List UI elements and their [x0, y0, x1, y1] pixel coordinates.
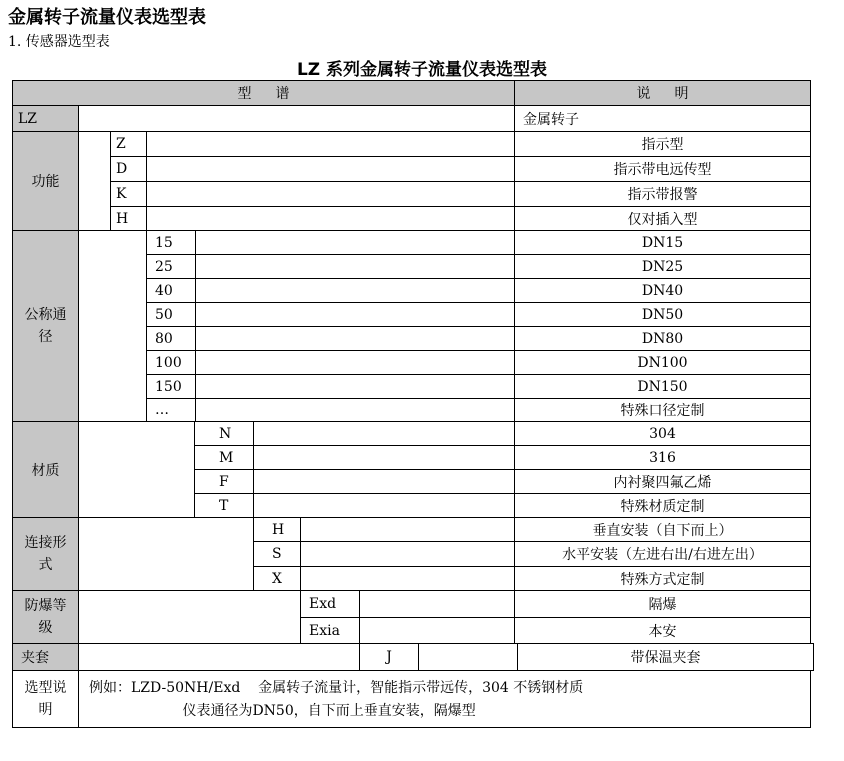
diameter-empty-cell [195, 302, 515, 327]
diameter-desc-cell: DN50 [514, 302, 811, 327]
material-empty-cell [253, 469, 515, 494]
header-spec-cell: 型谱 [12, 80, 515, 106]
material-desc-cell: 特殊材质定制 [514, 493, 811, 518]
diameter-code-cell: … [146, 398, 196, 422]
diameter-desc-cell: 特殊口径定制 [514, 398, 811, 422]
note-line-2: 仪表通径为DN50，自下而上垂直安装，隔爆型 [89, 703, 476, 719]
diameter-desc-cell: DN100 [514, 350, 811, 375]
model-code-cell: LZ [12, 105, 79, 132]
diameter-empty-cell [195, 374, 515, 399]
diameter-code-cell: 150 [146, 374, 196, 399]
material-desc-cell: 316 [514, 445, 811, 470]
material-empty-cell [253, 421, 515, 446]
diameter-code-cell: 40 [146, 278, 196, 303]
material-spacer-cell [78, 421, 195, 518]
diameter-code-cell: 100 [146, 350, 196, 375]
connection-code-cell: H [253, 517, 301, 542]
function-empty-cell [146, 131, 515, 157]
table-title: LZ 系列金属转子流量仪表选型表 [296, 60, 548, 80]
connection-code-cell: X [253, 566, 301, 591]
diameter-code-cell: 25 [146, 254, 196, 279]
material-code-cell: F [194, 469, 254, 494]
explosion-desc-cell: 隔爆 [514, 590, 811, 618]
function-code-cell: Z [110, 131, 147, 157]
model-empty-cell [78, 105, 515, 132]
connection-empty-cell [300, 566, 515, 591]
connection-empty-cell [300, 541, 515, 567]
diameter-desc-cell: DN80 [514, 326, 811, 351]
function-code-cell: D [110, 156, 147, 182]
function-code-cell: H [110, 206, 147, 231]
jacket-spacer-cell [78, 643, 360, 671]
diameter-code-cell: 80 [146, 326, 196, 351]
explosion-empty-cell [359, 590, 515, 618]
explosion-empty-cell [359, 617, 515, 644]
connection-spacer-cell [78, 517, 254, 591]
function-desc-cell: 指示型 [514, 131, 811, 157]
diameter-code-cell: 50 [146, 302, 196, 327]
connection-label-cell: 连接形式 [12, 517, 79, 591]
note-content-cell [78, 670, 811, 728]
diameter-desc-cell: DN150 [514, 374, 811, 399]
explosion-code-cell: Exia [300, 617, 360, 644]
material-empty-cell [253, 445, 515, 470]
diameter-desc-cell: DN25 [514, 254, 811, 279]
note-label-cell: 选型说明 [12, 670, 79, 728]
header-desc-cell: 说明 [514, 80, 811, 106]
function-empty-cell [146, 156, 515, 182]
jacket-empty-cell [418, 643, 518, 671]
model-desc-cell: 金属转子 [514, 105, 811, 132]
jacket-label-cell: 夹套 [12, 643, 79, 671]
connection-desc-cell: 垂直安装（自下而上） [514, 517, 811, 542]
jacket-desc-cell: 带保温夹套 [517, 643, 814, 671]
connection-code-cell: S [253, 541, 301, 567]
function-empty-cell [146, 181, 515, 207]
diameter-empty-cell [195, 230, 515, 255]
diameter-spacer-cell [78, 230, 147, 422]
diameter-desc-cell: DN40 [514, 278, 811, 303]
diameter-label-cell: 公称通径 [12, 230, 79, 422]
diameter-empty-cell [195, 350, 515, 375]
function-desc-cell: 指示带电远传型 [514, 156, 811, 182]
material-empty-cell [253, 493, 515, 518]
function-desc-cell: 仅对插入型 [514, 206, 811, 231]
material-code-cell: T [194, 493, 254, 518]
section-subheading: 1. 传感器选型表 [8, 34, 110, 50]
diameter-empty-cell [195, 398, 515, 422]
explosion-label-cell: 防爆等级 [12, 590, 79, 644]
material-code-cell: N [194, 421, 254, 446]
diameter-desc-cell: DN15 [514, 230, 811, 255]
connection-desc-cell: 特殊方式定制 [514, 566, 811, 591]
diameter-empty-cell [195, 278, 515, 303]
material-label-cell: 材质 [12, 421, 79, 518]
function-desc-cell: 指示带报警 [514, 181, 811, 207]
material-desc-cell: 304 [514, 421, 811, 446]
connection-empty-cell [300, 517, 515, 542]
document-heading: 金属转子流量仪表选型表 [8, 7, 206, 28]
material-code-cell: M [194, 445, 254, 470]
note-line-1: 例如：LZD-50NH/Exd 金属转子流量计，智能指示带远传，304 不锈钢材质 [89, 680, 584, 696]
function-code-cell: K [110, 181, 147, 207]
function-spacer-cell [78, 131, 111, 231]
diameter-code-cell: 15 [146, 230, 196, 255]
material-desc-cell: 内衬聚四氟乙烯 [514, 469, 811, 494]
explosion-code-cell: Exd [300, 590, 360, 618]
explosion-spacer-cell [78, 590, 301, 644]
diameter-empty-cell [195, 254, 515, 279]
explosion-desc-cell: 本安 [514, 617, 811, 644]
function-label-cell: 功能 [12, 131, 79, 231]
function-empty-cell [146, 206, 515, 231]
connection-desc-cell: 水平安装（左进右出/右进左出） [514, 541, 811, 567]
diameter-empty-cell [195, 326, 515, 351]
jacket-code-cell: J [359, 643, 419, 671]
